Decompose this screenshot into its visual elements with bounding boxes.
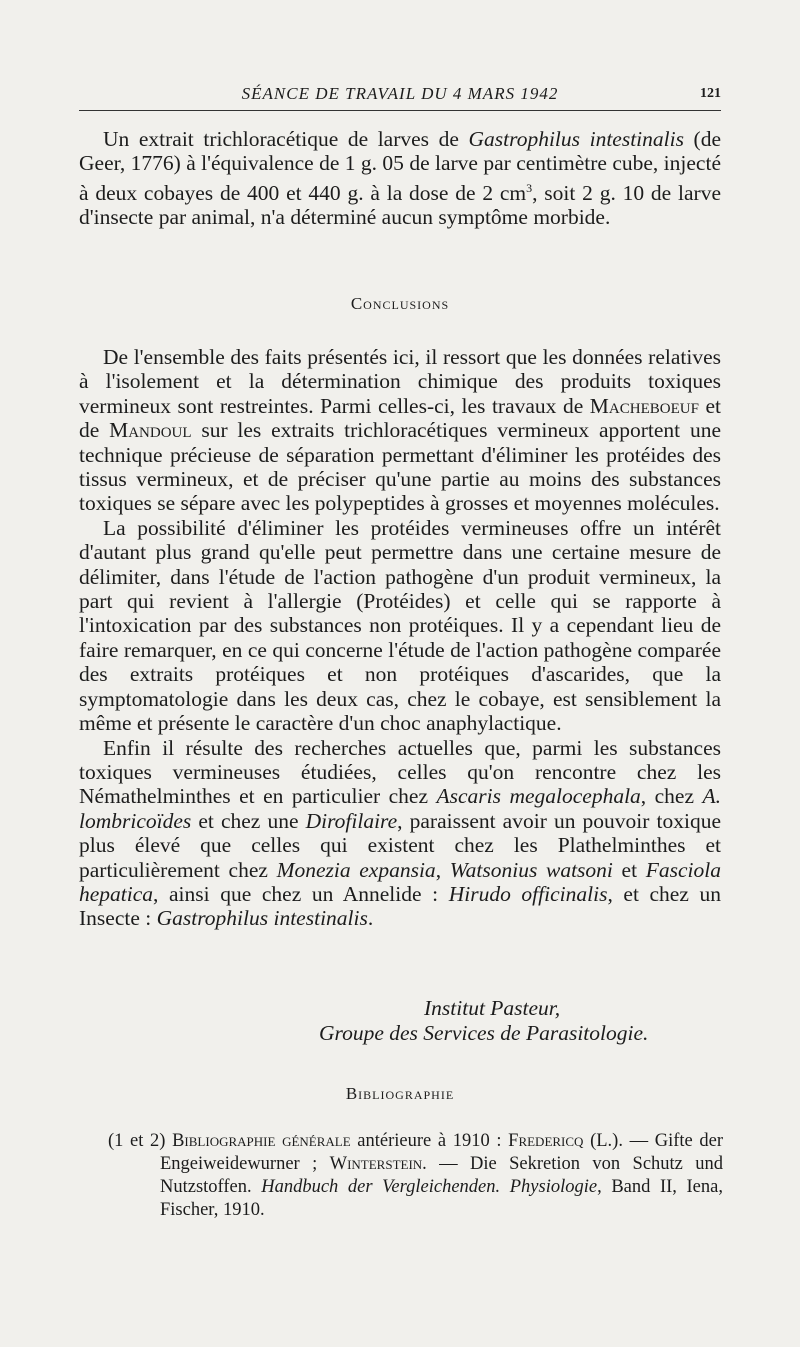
text-run: et (612, 857, 646, 882)
author-name: Fredericq (508, 1131, 584, 1151)
text-run: , et chez un Insecte : (79, 881, 721, 931)
conclusions-section (79, 345, 721, 931)
species-name: Gastrophilus intestinalis (468, 127, 684, 151)
reference-title: Bibliographie générale (172, 1131, 351, 1151)
species-name: Dirofilaire (305, 808, 398, 833)
species-name: Hirudo officinalis (448, 881, 608, 906)
conclusions-paragraph-1 (79, 345, 721, 516)
text-run: antérieure à 1910 : (350, 1131, 509, 1151)
text-run: (de Geer, 1776) à l'équivalence de 1 g. 05 de larve par centimètre cube, injecté à deux cobayes de 400 et 440 g. à la dose de 2 cm (79, 127, 722, 205)
bibliography-entry (108, 1130, 723, 1222)
page-number: 121 (700, 86, 721, 101)
intro-paragraph (79, 127, 721, 230)
species-name: Watsonius watsoni (449, 857, 613, 882)
text-run: , Band II, Iena, Fischer, 1910. (160, 1177, 723, 1220)
text-run: (1 et 2) (108, 1131, 173, 1151)
bibliography-section (108, 1130, 723, 1222)
running-title: SÉANCE DE TRAVAIL DU 4 MARS 1942 (241, 84, 559, 103)
superscript: 3 (526, 180, 533, 195)
species-name: A. lombricoïdes (79, 784, 721, 833)
text-run: , (435, 857, 450, 882)
text-run: , paraissent avoir un pouvoir toxique plus élevé que celles qui existent chez les Plathelminthes et particulièrement chez (79, 808, 721, 882)
text-run: (L.). — Gifte der Engeiweidewurner ; (160, 1131, 724, 1174)
text-run: , soit 2 g. 10 de larve d'insecte par animal, n'a déterminé aucun symptôme morbide. (79, 180, 721, 230)
signature-institution: Institut Pasteur, (424, 996, 561, 1020)
text-run: , chez (640, 784, 703, 809)
page-header (79, 84, 721, 111)
conclusions-paragraph-3 (79, 736, 721, 931)
text-run: . (367, 906, 374, 931)
species-name: Monezia expansia (276, 857, 436, 882)
text-run: Un extrait trichloracétique de larves de (103, 127, 469, 151)
author-name: Mandoul (109, 418, 192, 443)
author-name: Macheboeuf (589, 393, 699, 418)
conclusions-heading: Conclusions (350, 294, 450, 313)
text-run: De l'ensemble des faits présentés ici, il ressort que les données relatives à l'isolement et la détermination chimique des produits toxiques vermineux sont restreintes. Parmi celles-ci, les travaux de (79, 345, 721, 418)
species-name: Gastrophilus intestinalis (156, 906, 368, 931)
text-run: et de (79, 393, 721, 443)
author-name: Winterstein (329, 1154, 423, 1174)
text-run: Enfin il résulte des recherches actuelles que, parmi les substances toxiques vermineuses étudiées, celles qu'on rencontre chez les Némathelminthes et en particulier chez (79, 735, 721, 809)
text-run: , ainsi que chez un Annelide : (153, 881, 449, 906)
intro-text (79, 127, 721, 230)
conclusions-paragraph-2: La possibilité d'éliminer les protéides vermineuses offre un intérêt d'autant plus grand qu'elle peut permettre dans une certaine mesure de délimiter, dans l'étude de l'action pathogène d'un produit vermineux, la part qui revient à l'allergie (Protéides) et celle qui se rapporte à l'intoxication par des substances non protéiques. Il y a cependant lieu de faire remarquer, en ce qui concerne l'étude de l'action pathogène comparée des extraits protéiques et non protéiques d'ascarides, que la symptomatologie dans les deux cas, chez le cobaye, est sensiblement la même et présente le caractère d'un choc anaphylactique. (79, 515, 721, 736)
bibliography-heading: Bibliographie (345, 1084, 455, 1103)
text-run: sur les extraits trichloracétiques vermineux apportent une technique précieuse de séparation permettant d'éliminer les protéides des tissus vermineux, et de préciser qu'une partie au moins des substances toxiques se sépare avec les polypeptides à grosses et moyennes molécules. (79, 418, 721, 516)
text-run: . — Die Sekretion von Schutz und Nutzstoffen. (160, 1154, 723, 1197)
text-run: et chez une (191, 808, 306, 833)
species-name: Fasciola hepatica (79, 857, 721, 906)
book-title: Handbuch der Vergleichenden. Physiologie (261, 1177, 598, 1197)
species-name: Ascaris megalocephala (436, 784, 641, 809)
signature-department: Groupe des Services de Parasitologie. (319, 1021, 649, 1045)
